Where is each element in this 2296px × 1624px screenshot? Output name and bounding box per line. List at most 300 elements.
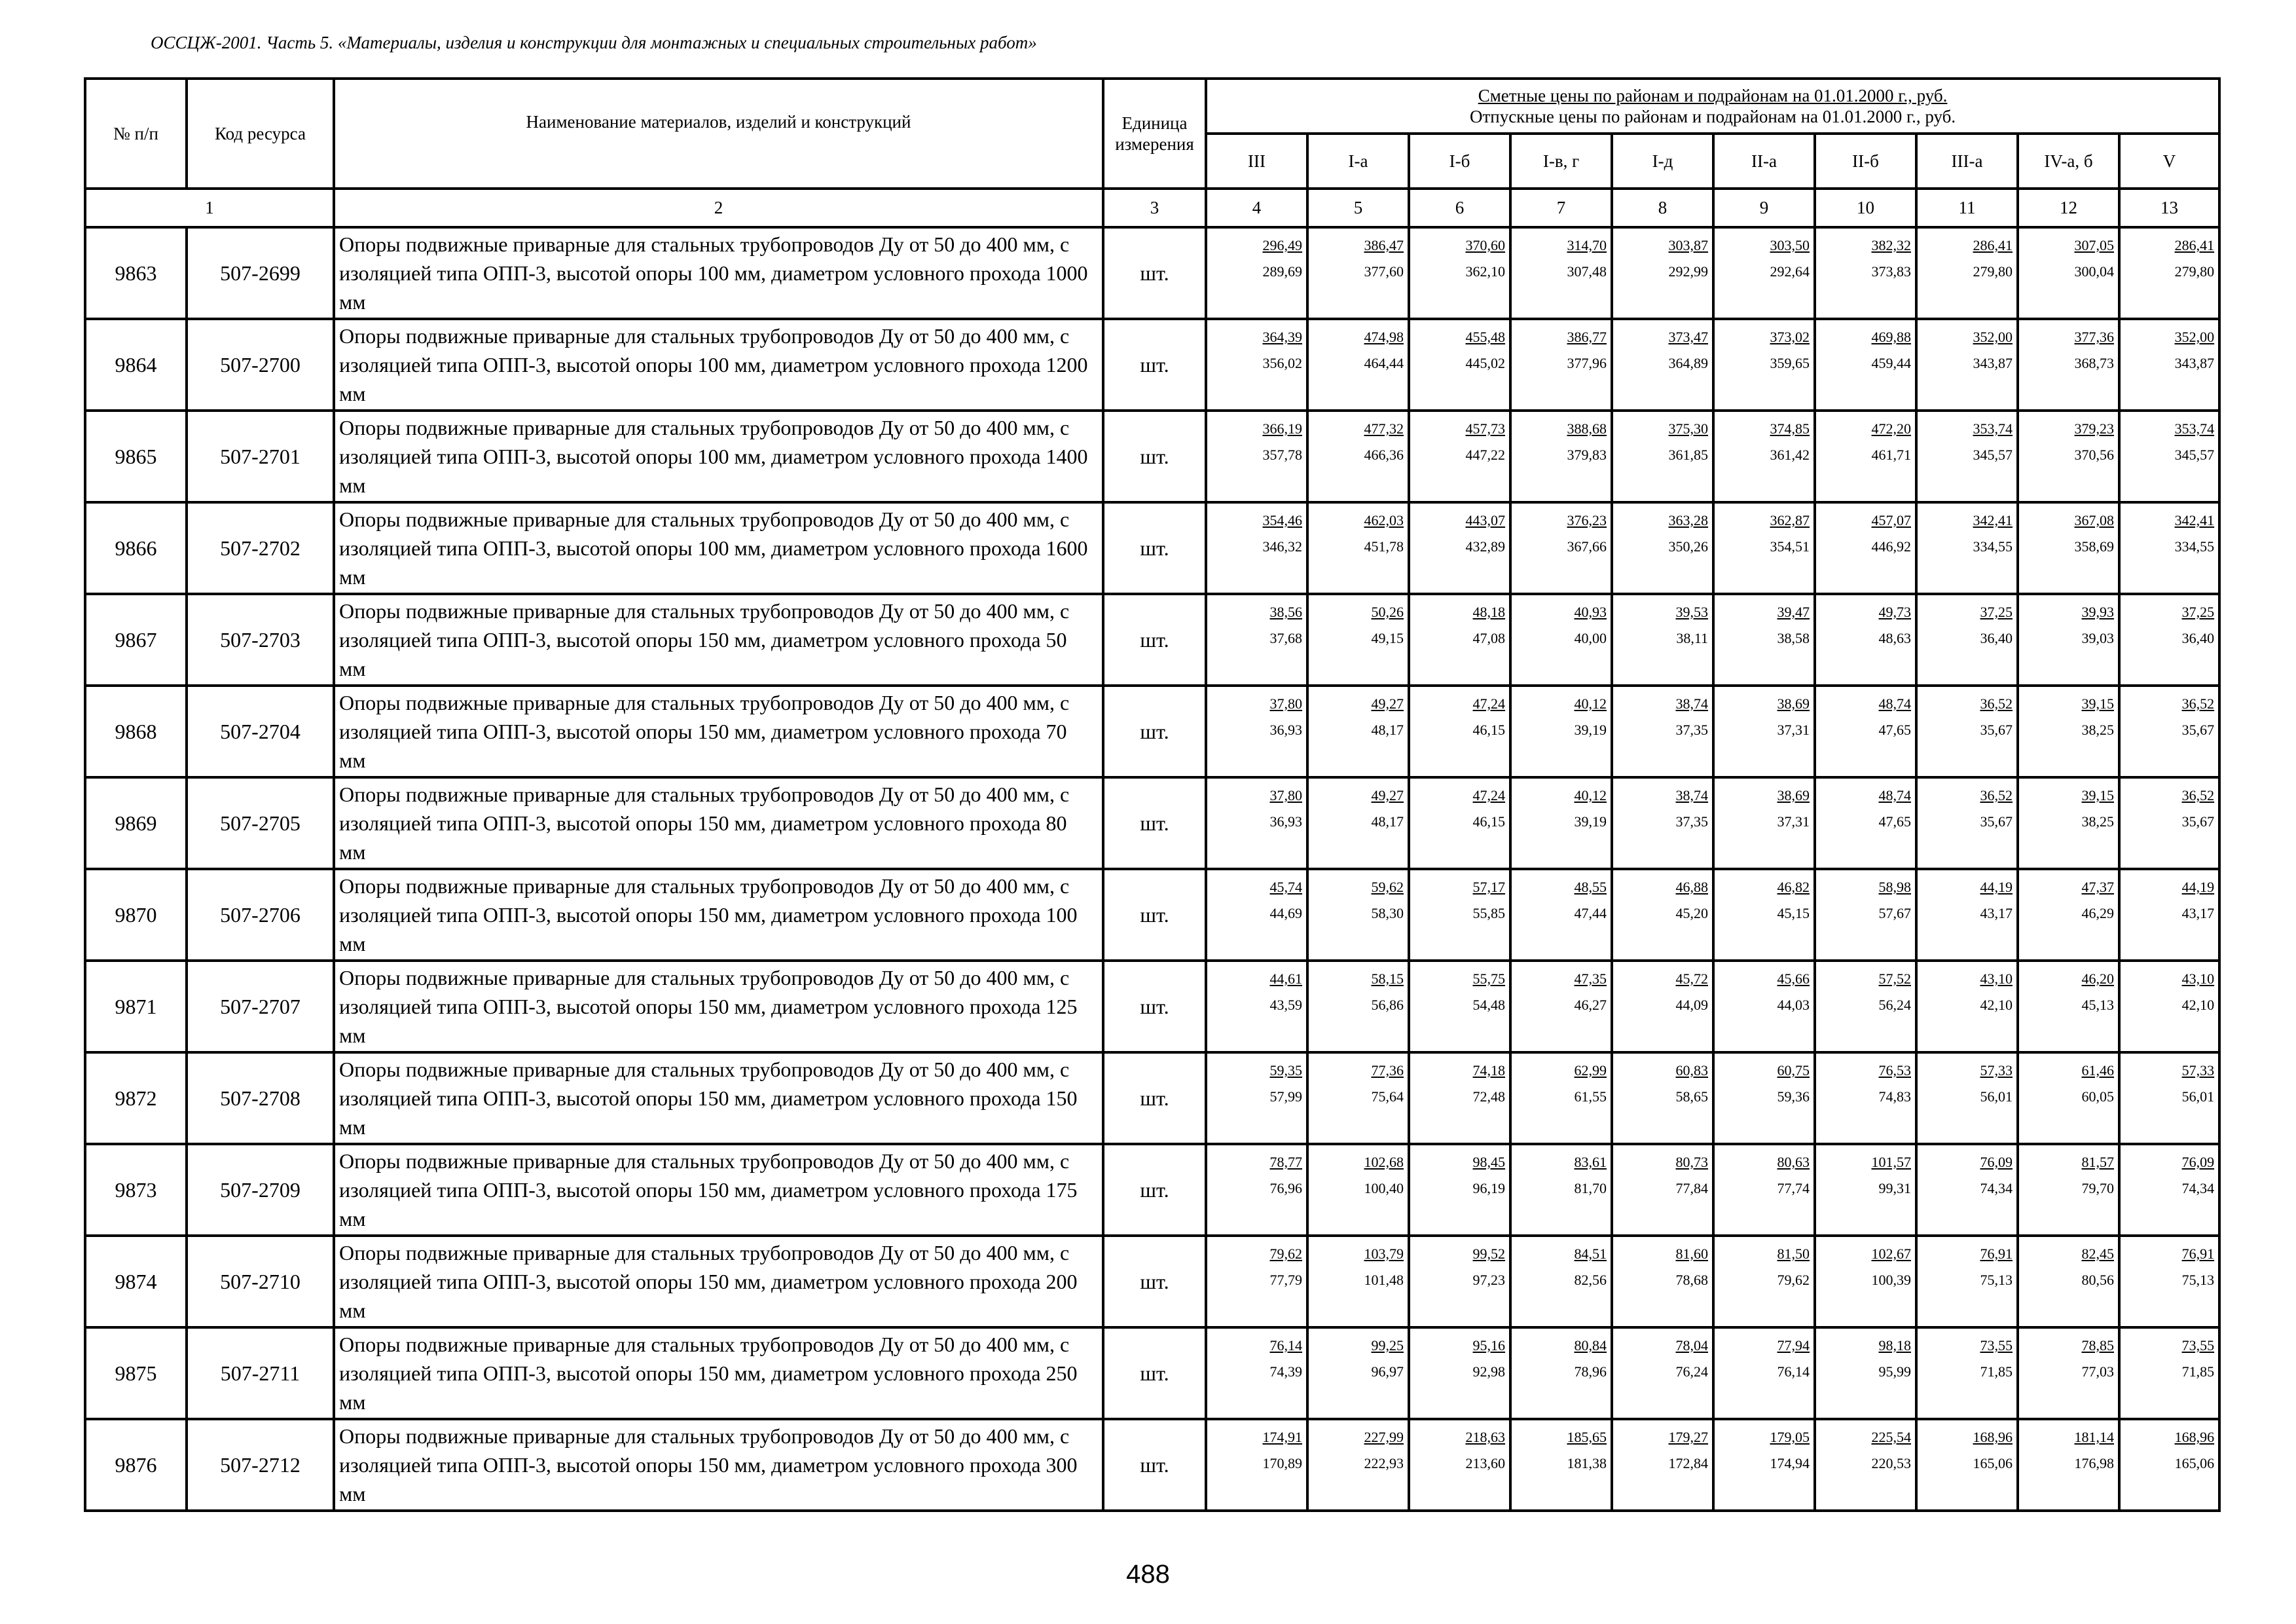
release-price: 176,98 bbox=[2074, 1455, 2114, 1471]
release-price: 60,05 bbox=[2081, 1088, 2114, 1105]
estimated-price: 84,51 bbox=[1574, 1246, 1607, 1262]
release-price: 80,56 bbox=[2081, 1272, 2114, 1288]
estimated-price: 39,53 bbox=[1675, 604, 1708, 620]
release-price: 48,17 bbox=[1371, 813, 1404, 830]
estimated-price: 77,36 bbox=[1371, 1062, 1404, 1079]
release-price: 42,10 bbox=[2181, 997, 2215, 1013]
estimated-price: 364,39 bbox=[1262, 329, 1302, 345]
estimated-price: 363,28 bbox=[1668, 512, 1708, 528]
release-price: 368,73 bbox=[2074, 355, 2114, 371]
estimated-price: 179,05 bbox=[1770, 1429, 1810, 1445]
release-price: 48,17 bbox=[1371, 722, 1404, 738]
release-price: 373,83 bbox=[1871, 263, 1911, 280]
release-price: 292,64 bbox=[1770, 263, 1810, 280]
resource-code: 507-2707 bbox=[187, 961, 334, 1052]
price-cell bbox=[2119, 777, 2219, 869]
estimated-price: 38,74 bbox=[1675, 787, 1708, 803]
release-price: 58,65 bbox=[1675, 1088, 1708, 1105]
price-cell bbox=[1612, 594, 1713, 686]
estimated-price: 45,66 bbox=[1777, 970, 1810, 987]
price-cell bbox=[1510, 1144, 1612, 1236]
header-region: III-а bbox=[1916, 134, 2018, 189]
estimated-price: 457,73 bbox=[1465, 420, 1505, 437]
price-cell bbox=[1916, 777, 2018, 869]
estimated-price: 58,98 bbox=[1878, 879, 1911, 895]
column-number: 10 bbox=[1815, 189, 1916, 227]
price-cell bbox=[1409, 869, 1510, 961]
price-cell bbox=[2018, 411, 2119, 502]
price-cell bbox=[1510, 411, 1612, 502]
estimated-price: 77,94 bbox=[1777, 1337, 1810, 1354]
estimated-price: 78,77 bbox=[1269, 1154, 1302, 1170]
price-cell bbox=[2018, 1144, 2119, 1236]
material-name: Опоры подвижные приварные для стальных трубопроводов Ду от 50 до 400 мм, с изоляцией типа ОПП-3, высотой опоры 150 мм, диаметром условного прохода 300 мм bbox=[334, 1419, 1103, 1511]
release-price: 361,42 bbox=[1770, 447, 1810, 463]
estimated-price: 48,74 bbox=[1878, 787, 1911, 803]
price-cell bbox=[2119, 1144, 2219, 1236]
release-price: 58,30 bbox=[1371, 905, 1404, 921]
release-price: 379,83 bbox=[1567, 447, 1607, 463]
price-cell bbox=[1206, 411, 1307, 502]
release-price: 354,51 bbox=[1770, 538, 1810, 555]
estimated-price: 185,65 bbox=[1567, 1429, 1607, 1445]
release-price: 42,10 bbox=[1980, 997, 2013, 1013]
estimated-price: 457,07 bbox=[1871, 512, 1911, 528]
row-number: 9868 bbox=[85, 686, 187, 777]
release-price: 35,67 bbox=[1980, 722, 2013, 738]
release-price: 350,26 bbox=[1668, 538, 1708, 555]
resource-code: 507-2711 bbox=[187, 1327, 334, 1419]
estimated-price: 352,00 bbox=[1973, 329, 2013, 345]
estimated-price: 60,75 bbox=[1777, 1062, 1810, 1079]
unit-of-measure: шт. bbox=[1103, 227, 1206, 319]
release-price: 36,93 bbox=[1269, 813, 1302, 830]
material-name: Опоры подвижные приварные для стальных трубопроводов Ду от 50 до 400 мм, с изоляцией типа ОПП-3, высотой опоры 150 мм, диаметром условного прохода 175 мм bbox=[334, 1144, 1103, 1236]
price-cell bbox=[2119, 869, 2219, 961]
resource-code: 507-2706 bbox=[187, 869, 334, 961]
price-cell bbox=[1510, 1419, 1612, 1511]
release-price: 36,40 bbox=[2181, 630, 2215, 646]
release-price: 56,01 bbox=[1980, 1088, 2013, 1105]
estimated-price: 342,41 bbox=[2174, 512, 2215, 528]
price-cell bbox=[1916, 1144, 2018, 1236]
release-price: 55,85 bbox=[1472, 905, 1505, 921]
release-price: 44,09 bbox=[1675, 997, 1708, 1013]
release-price: 56,86 bbox=[1371, 997, 1404, 1013]
unit-of-measure: шт. bbox=[1103, 411, 1206, 502]
resource-code: 507-2699 bbox=[187, 227, 334, 319]
unit-of-measure: шт. bbox=[1103, 869, 1206, 961]
row-number: 9874 bbox=[85, 1236, 187, 1327]
price-cell bbox=[1510, 1052, 1612, 1144]
release-price: 96,19 bbox=[1472, 1180, 1505, 1196]
estimated-price: 386,77 bbox=[1567, 329, 1607, 345]
row-number: 9867 bbox=[85, 594, 187, 686]
estimated-price: 44,19 bbox=[1980, 879, 2013, 895]
row-number: 9872 bbox=[85, 1052, 187, 1144]
price-cell bbox=[1510, 594, 1612, 686]
price-cell bbox=[1409, 777, 1510, 869]
material-name: Опоры подвижные приварные для стальных трубопроводов Ду от 50 до 400 мм, с изоляцией типа ОПП-3, высотой опоры 150 мм, диаметром условного прохода 200 мм bbox=[334, 1236, 1103, 1327]
estimated-price: 47,37 bbox=[2081, 879, 2114, 895]
unit-of-measure: шт. bbox=[1103, 1327, 1206, 1419]
release-price: 81,70 bbox=[1574, 1180, 1607, 1196]
release-price: 47,65 bbox=[1878, 722, 1911, 738]
estimated-price: 377,36 bbox=[2074, 329, 2114, 345]
release-price: 45,15 bbox=[1777, 905, 1810, 921]
price-cell bbox=[1510, 686, 1612, 777]
release-price: 46,15 bbox=[1472, 722, 1505, 738]
material-name: Опоры подвижные приварные для стальных трубопроводов Ду от 50 до 400 мм, с изоляцией типа ОПП-3, высотой опоры 150 мм, диаметром условного прохода 125 мм bbox=[334, 961, 1103, 1052]
release-price: 78,96 bbox=[1574, 1363, 1607, 1380]
material-name: Опоры подвижные приварные для стальных трубопроводов Ду от 50 до 400 мм, с изоляцией типа ОПП-3, высотой опоры 100 мм, диаметром условного прохода 1000 мм bbox=[334, 227, 1103, 319]
price-cell bbox=[1612, 502, 1713, 594]
estimated-price: 57,17 bbox=[1472, 879, 1505, 895]
price-cell bbox=[1409, 1144, 1510, 1236]
release-price: 56,24 bbox=[1878, 997, 1911, 1013]
header-region: I-д bbox=[1612, 134, 1713, 189]
header-prices-release: Отпускные цены по районам и подрайонам на 01.01.2000 г., руб. bbox=[1469, 107, 1956, 126]
estimated-price: 80,63 bbox=[1777, 1154, 1810, 1170]
header-prices bbox=[1206, 79, 2219, 134]
estimated-price: 47,24 bbox=[1472, 695, 1505, 712]
release-price: 47,08 bbox=[1472, 630, 1505, 646]
estimated-price: 47,35 bbox=[1574, 970, 1607, 987]
column-number: 8 bbox=[1612, 189, 1713, 227]
estimated-price: 38,69 bbox=[1777, 787, 1810, 803]
price-cell bbox=[2119, 227, 2219, 319]
release-price: 279,80 bbox=[1973, 263, 2013, 280]
release-price: 345,57 bbox=[1973, 447, 2013, 463]
estimated-price: 57,33 bbox=[1980, 1062, 2013, 1079]
release-price: 222,93 bbox=[1364, 1455, 1404, 1471]
price-cell bbox=[1916, 319, 2018, 411]
price-cell bbox=[1713, 961, 1815, 1052]
unit-of-measure: шт. bbox=[1103, 594, 1206, 686]
table-row bbox=[85, 594, 2219, 686]
release-price: 39,19 bbox=[1574, 722, 1607, 738]
table-row bbox=[85, 227, 2219, 319]
release-price: 101,48 bbox=[1364, 1272, 1404, 1288]
release-price: 56,01 bbox=[2181, 1088, 2215, 1105]
resource-code: 507-2704 bbox=[187, 686, 334, 777]
price-cell bbox=[1815, 594, 1916, 686]
price-cell bbox=[1409, 594, 1510, 686]
column-number: 6 bbox=[1409, 189, 1510, 227]
estimated-price: 37,25 bbox=[2181, 604, 2215, 620]
estimated-price: 386,47 bbox=[1364, 237, 1404, 253]
release-price: 279,80 bbox=[2174, 263, 2215, 280]
release-price: 36,93 bbox=[1269, 722, 1302, 738]
estimated-price: 59,35 bbox=[1269, 1062, 1302, 1079]
release-price: 74,83 bbox=[1878, 1088, 1911, 1105]
release-price: 48,63 bbox=[1878, 630, 1911, 646]
price-cell bbox=[1713, 502, 1815, 594]
estimated-price: 443,07 bbox=[1465, 512, 1505, 528]
resource-code: 507-2712 bbox=[187, 1419, 334, 1511]
price-cell bbox=[1510, 319, 1612, 411]
price-cell bbox=[1307, 1327, 1409, 1419]
release-price: 334,55 bbox=[1973, 538, 2013, 555]
price-cell bbox=[2119, 319, 2219, 411]
price-cell bbox=[2018, 1419, 2119, 1511]
release-price: 38,25 bbox=[2081, 813, 2114, 830]
column-number: 11 bbox=[1916, 189, 2018, 227]
price-cell bbox=[1409, 502, 1510, 594]
release-price: 358,69 bbox=[2074, 538, 2114, 555]
estimated-price: 49,27 bbox=[1371, 787, 1404, 803]
release-price: 37,35 bbox=[1675, 813, 1708, 830]
price-cell bbox=[1409, 319, 1510, 411]
price-cell bbox=[1206, 686, 1307, 777]
release-price: 75,13 bbox=[2181, 1272, 2215, 1288]
unit-of-measure: шт. bbox=[1103, 502, 1206, 594]
price-cell bbox=[1612, 1052, 1713, 1144]
unit-of-measure: шт. bbox=[1103, 1236, 1206, 1327]
price-cell bbox=[1409, 227, 1510, 319]
release-price: 346,32 bbox=[1262, 538, 1302, 555]
price-cell bbox=[1206, 777, 1307, 869]
price-cell bbox=[1510, 1327, 1612, 1419]
estimated-price: 376,23 bbox=[1567, 512, 1607, 528]
release-price: 300,04 bbox=[2074, 263, 2114, 280]
price-cell bbox=[1510, 869, 1612, 961]
estimated-price: 76,09 bbox=[1980, 1154, 2013, 1170]
release-price: 77,03 bbox=[2081, 1363, 2114, 1380]
price-cell bbox=[2018, 961, 2119, 1052]
price-cell bbox=[1612, 869, 1713, 961]
estimated-price: 375,30 bbox=[1668, 420, 1708, 437]
release-price: 39,19 bbox=[1574, 813, 1607, 830]
estimated-price: 76,91 bbox=[2181, 1246, 2215, 1262]
estimated-price: 76,91 bbox=[1980, 1246, 2013, 1262]
estimated-price: 59,62 bbox=[1371, 879, 1404, 895]
release-price: 459,44 bbox=[1871, 355, 1911, 371]
estimated-price: 39,15 bbox=[2081, 695, 2114, 712]
release-price: 92,98 bbox=[1472, 1363, 1505, 1380]
price-cell bbox=[1307, 1052, 1409, 1144]
price-cell bbox=[1206, 594, 1307, 686]
estimated-price: 472,20 bbox=[1871, 420, 1911, 437]
estimated-price: 46,82 bbox=[1777, 879, 1810, 895]
estimated-price: 102,68 bbox=[1364, 1154, 1404, 1170]
release-price: 71,85 bbox=[1980, 1363, 2013, 1380]
column-number: 3 bbox=[1103, 189, 1206, 227]
table-row bbox=[85, 1144, 2219, 1236]
estimated-price: 73,55 bbox=[2181, 1337, 2215, 1354]
resource-code: 507-2708 bbox=[187, 1052, 334, 1144]
price-cell bbox=[1713, 319, 1815, 411]
price-cell bbox=[1206, 961, 1307, 1052]
estimated-price: 37,80 bbox=[1269, 695, 1302, 712]
resource-code: 507-2703 bbox=[187, 594, 334, 686]
release-price: 334,55 bbox=[2174, 538, 2215, 555]
estimated-price: 39,93 bbox=[2081, 604, 2114, 620]
price-cell bbox=[1307, 1144, 1409, 1236]
release-price: 37,31 bbox=[1777, 813, 1810, 830]
release-price: 47,65 bbox=[1878, 813, 1911, 830]
release-price: 46,27 bbox=[1574, 997, 1607, 1013]
estimated-price: 366,19 bbox=[1262, 420, 1302, 437]
material-name: Опоры подвижные приварные для стальных трубопроводов Ду от 50 до 400 мм, с изоляцией типа ОПП-3, высотой опоры 100 мм, диаметром условного прохода 1600 мм bbox=[334, 502, 1103, 594]
estimated-price: 36,52 bbox=[1980, 787, 2013, 803]
release-price: 59,36 bbox=[1777, 1088, 1810, 1105]
release-price: 181,38 bbox=[1567, 1455, 1607, 1471]
price-cell bbox=[1612, 1144, 1713, 1236]
price-cell bbox=[1815, 961, 1916, 1052]
price-cell bbox=[1713, 1327, 1815, 1419]
price-cell bbox=[2119, 1419, 2219, 1511]
price-cell bbox=[2018, 777, 2119, 869]
table-row bbox=[85, 686, 2219, 777]
price-cell bbox=[2018, 686, 2119, 777]
estimated-price: 80,73 bbox=[1675, 1154, 1708, 1170]
price-cell bbox=[1206, 1419, 1307, 1511]
price-cell bbox=[1510, 1236, 1612, 1327]
release-price: 213,60 bbox=[1465, 1455, 1505, 1471]
table-row bbox=[85, 961, 2219, 1052]
price-cell bbox=[1916, 1327, 2018, 1419]
price-cell bbox=[2018, 1052, 2119, 1144]
header-no: № п/п bbox=[85, 79, 187, 189]
material-name: Опоры подвижные приварные для стальных трубопроводов Ду от 50 до 400 мм, с изоляцией типа ОПП-3, высотой опоры 150 мм, диаметром условного прохода 100 мм bbox=[334, 869, 1103, 961]
release-price: 79,62 bbox=[1777, 1272, 1810, 1288]
material-name: Опоры подвижные приварные для стальных трубопроводов Ду от 50 до 400 мм, с изоляцией типа ОПП-3, высотой опоры 150 мм, диаметром условного прохода 50 мм bbox=[334, 594, 1103, 686]
estimated-price: 57,33 bbox=[2181, 1062, 2215, 1079]
release-price: 172,84 bbox=[1668, 1455, 1708, 1471]
price-cell bbox=[1713, 1419, 1815, 1511]
price-cell bbox=[2119, 502, 2219, 594]
estimated-price: 354,46 bbox=[1262, 512, 1302, 528]
price-cell bbox=[2018, 502, 2119, 594]
price-cell bbox=[1206, 1052, 1307, 1144]
material-name: Опоры подвижные приварные для стальных трубопроводов Ду от 50 до 400 мм, с изоляцией типа ОПП-3, высотой опоры 150 мм, диаметром условного прохода 250 мм bbox=[334, 1327, 1103, 1419]
release-price: 38,58 bbox=[1777, 630, 1810, 646]
estimated-price: 78,04 bbox=[1675, 1337, 1708, 1354]
release-price: 361,85 bbox=[1668, 447, 1708, 463]
price-cell bbox=[1815, 1419, 1916, 1511]
estimated-price: 474,98 bbox=[1364, 329, 1404, 345]
unit-of-measure: шт. bbox=[1103, 319, 1206, 411]
release-price: 78,68 bbox=[1675, 1272, 1708, 1288]
price-cell bbox=[1916, 1419, 2018, 1511]
estimated-price: 218,63 bbox=[1465, 1429, 1505, 1445]
release-price: 43,59 bbox=[1269, 997, 1302, 1013]
estimated-price: 101,57 bbox=[1871, 1154, 1911, 1170]
release-price: 46,29 bbox=[2081, 905, 2114, 921]
header-region: II-б bbox=[1815, 134, 1916, 189]
running-title: ОССЦЖ-2001. Часть 5. «Материалы, изделия и конструкции для монтажных и специальных строительных работ» bbox=[151, 33, 1037, 52]
price-cell bbox=[1815, 777, 1916, 869]
price-cell bbox=[1307, 502, 1409, 594]
row-number: 9864 bbox=[85, 319, 187, 411]
estimated-price: 80,84 bbox=[1574, 1337, 1607, 1354]
release-price: 35,67 bbox=[2181, 813, 2215, 830]
estimated-price: 60,83 bbox=[1675, 1062, 1708, 1079]
release-price: 377,60 bbox=[1364, 263, 1404, 280]
release-price: 72,48 bbox=[1472, 1088, 1505, 1105]
estimated-price: 181,14 bbox=[2074, 1429, 2114, 1445]
release-price: 464,44 bbox=[1364, 355, 1404, 371]
estimated-price: 286,41 bbox=[2174, 237, 2215, 253]
release-price: 35,67 bbox=[2181, 722, 2215, 738]
table-row bbox=[85, 1052, 2219, 1144]
column-number: 1 bbox=[85, 189, 334, 227]
column-number: 5 bbox=[1307, 189, 1409, 227]
price-cell bbox=[1612, 777, 1713, 869]
release-price: 74,34 bbox=[2181, 1180, 2215, 1196]
estimated-price: 46,20 bbox=[2081, 970, 2114, 987]
release-price: 359,65 bbox=[1770, 355, 1810, 371]
release-price: 432,89 bbox=[1465, 538, 1505, 555]
price-cell bbox=[1612, 1236, 1713, 1327]
estimated-price: 477,32 bbox=[1364, 420, 1404, 437]
estimated-price: 58,15 bbox=[1371, 970, 1404, 987]
table-row bbox=[85, 869, 2219, 961]
price-cell bbox=[1713, 411, 1815, 502]
price-cell bbox=[1612, 411, 1713, 502]
header-region: I-б bbox=[1409, 134, 1510, 189]
price-cell bbox=[1815, 686, 1916, 777]
header-region: I-а bbox=[1307, 134, 1409, 189]
estimated-price: 61,46 bbox=[2081, 1062, 2114, 1079]
estimated-price: 353,74 bbox=[2174, 420, 2215, 437]
estimated-price: 79,62 bbox=[1269, 1246, 1302, 1262]
estimated-price: 469,88 bbox=[1871, 329, 1911, 345]
release-price: 364,89 bbox=[1668, 355, 1708, 371]
estimated-price: 39,47 bbox=[1777, 604, 1810, 620]
release-price: 362,10 bbox=[1465, 263, 1505, 280]
price-cell bbox=[1916, 869, 2018, 961]
price-cell bbox=[1916, 411, 2018, 502]
price-cell bbox=[1409, 686, 1510, 777]
release-price: 165,06 bbox=[2174, 1455, 2215, 1471]
release-price: 40,00 bbox=[1574, 630, 1607, 646]
row-number: 9869 bbox=[85, 777, 187, 869]
table-row bbox=[85, 1419, 2219, 1511]
estimated-price: 382,32 bbox=[1871, 237, 1911, 253]
release-price: 37,68 bbox=[1269, 630, 1302, 646]
estimated-price: 46,88 bbox=[1675, 879, 1708, 895]
column-number: 7 bbox=[1510, 189, 1612, 227]
estimated-price: 74,18 bbox=[1472, 1062, 1505, 1079]
estimated-price: 99,52 bbox=[1472, 1246, 1505, 1262]
release-price: 71,85 bbox=[2181, 1363, 2215, 1380]
release-price: 37,35 bbox=[1675, 722, 1708, 738]
price-cell bbox=[1916, 961, 2018, 1052]
price-cell bbox=[1307, 411, 1409, 502]
price-cell bbox=[1307, 869, 1409, 961]
estimated-price: 38,74 bbox=[1675, 695, 1708, 712]
header-prices-estimated: Сметные цены по районам и подрайонам на 01.01.2000 г., руб. bbox=[1478, 86, 1948, 105]
row-number: 9866 bbox=[85, 502, 187, 594]
release-price: 461,71 bbox=[1871, 447, 1911, 463]
release-price: 43,17 bbox=[1980, 905, 2013, 921]
release-price: 100,39 bbox=[1871, 1272, 1911, 1288]
release-price: 77,79 bbox=[1269, 1272, 1302, 1288]
estimated-price: 45,72 bbox=[1675, 970, 1708, 987]
price-cell bbox=[2018, 227, 2119, 319]
price-cell bbox=[1409, 1327, 1510, 1419]
estimated-price: 48,18 bbox=[1472, 604, 1505, 620]
release-price: 356,02 bbox=[1262, 355, 1302, 371]
price-cell bbox=[1206, 1327, 1307, 1419]
estimated-price: 78,85 bbox=[2081, 1337, 2114, 1354]
release-price: 36,40 bbox=[1980, 630, 2013, 646]
estimated-price: 48,74 bbox=[1878, 695, 1911, 712]
page-number: 488 bbox=[1126, 1560, 1170, 1589]
estimated-price: 462,03 bbox=[1364, 512, 1404, 528]
